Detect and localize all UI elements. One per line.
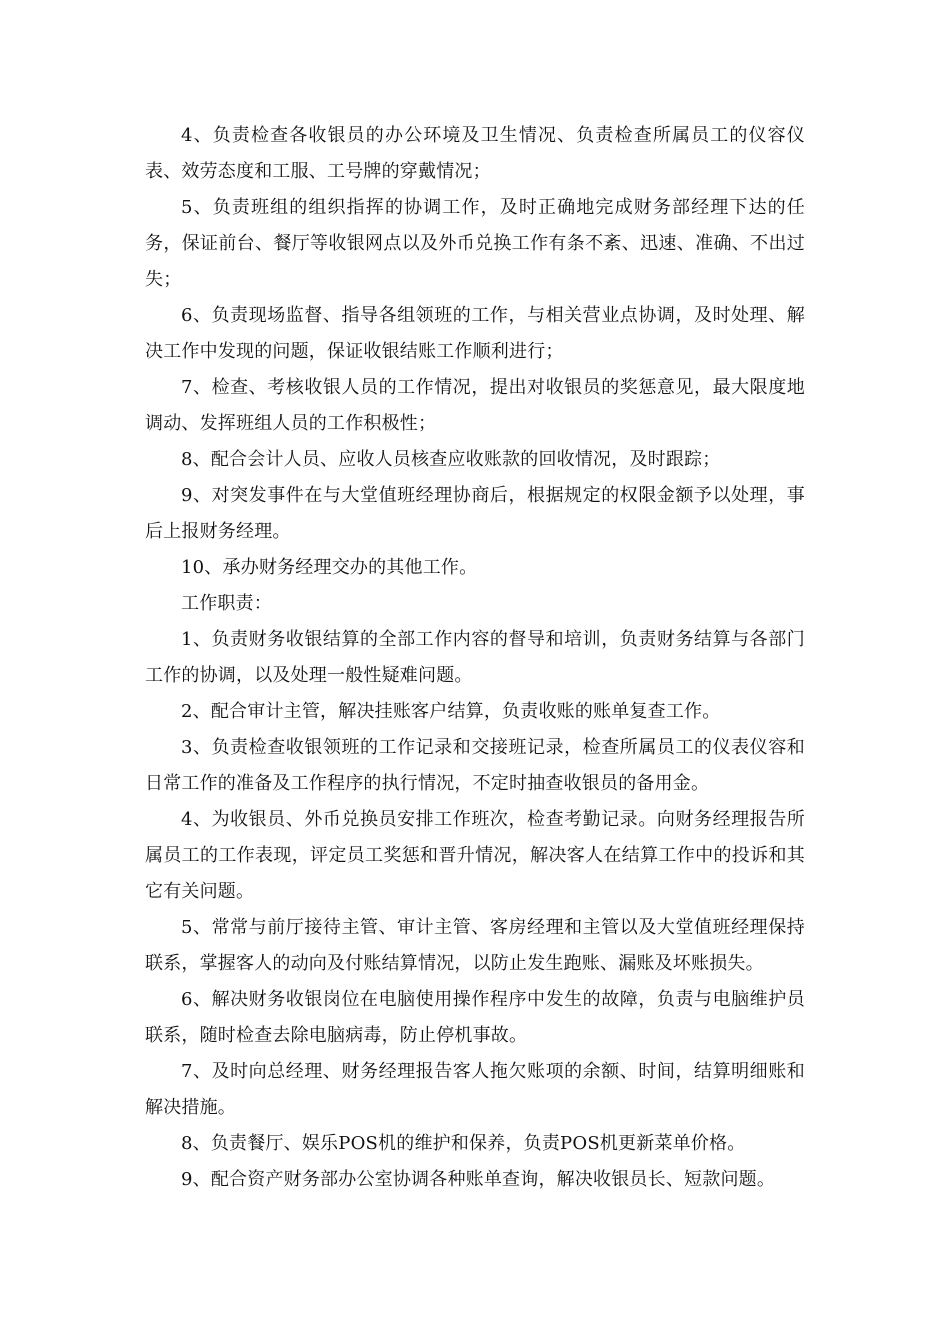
paragraph: 9、对突发事件在与大堂值班经理协商后，根据规定的权限金额予以处理，事后上报财务经理。 bbox=[145, 485, 805, 542]
paragraph: 3、负责检查收银领班的工作记录和交接班记录，检查所属员工的仪表仪容和日常工作的准备及工作程序的执行情况，不定时抽查收银员的备用金。 bbox=[145, 737, 805, 794]
paragraph: 7、检查、考核收银人员的工作情况，提出对收银员的奖惩意见，最大限度地调动、发挥班组人员的工作积极性； bbox=[145, 377, 805, 434]
paragraph: 9、配合资产财务部办公室协调各种账单查询，解决收银员长、短款问题。 bbox=[181, 1169, 776, 1190]
paragraph: 7、及时向总经理、财务经理报告客人拖欠账项的余额、时间，结算明细账和解决措施。 bbox=[145, 1061, 805, 1118]
paragraph: 8、负责餐厅、娱乐POS机的维护和保养，负责POS机更新菜单价格。 bbox=[181, 1133, 746, 1154]
paragraph: 8、配合会计人员、应收人员核查应收账款的回收情况，及时跟踪； bbox=[181, 449, 721, 470]
document-body bbox=[145, 118, 805, 1198]
paragraph: 10、承办财务经理交办的其他工作。 bbox=[181, 557, 478, 578]
paragraph: 1、负责财务收银结算的全部工作内容的督导和培训，负责财务结算与各部门工作的协调，以及处理一般性疑难问题。 bbox=[145, 629, 805, 686]
paragraph: 4、负责检查各收银员的办公环境及卫生情况、负责检查所属员工的仪容仪表、效劳态度和工服、工号牌的穿戴情况； bbox=[145, 125, 805, 182]
paragraph: 5、负责班组的组织指挥的协调工作，及时正确地完成财务部经理下达的任务，保证前台、餐厅等收银网点以及外币兑换工作有条不紊、迅速、准确、不出过失； bbox=[145, 197, 805, 290]
paragraph: 5、常常与前厅接待主管、审计主管、客房经理和主管以及大堂值班经理保持联系，掌握客人的动向及付账结算情况，以防止发生跑账、漏账及坏账损失。 bbox=[145, 917, 805, 974]
section-heading: 工作职责： bbox=[181, 593, 272, 614]
paragraph: 6、负责现场监督、指导各组领班的工作，与相关营业点协调，及时处理、解决工作中发现的问题，保证收银结账工作顺利进行； bbox=[145, 305, 805, 362]
paragraph: 6、解决财务收银岗位在电脑使用操作程序中发生的故障，负责与电脑维护员联系，随时检查去除电脑病毒，防止停机事故。 bbox=[145, 989, 805, 1046]
paragraph: 4、为收银员、外币兑换员安排工作班次，检查考勤记录。向财务经理报告所属员工的工作表现，评定员工奖惩和晋升情况，解决客人在结算工作中的投诉和其它有关问题。 bbox=[145, 809, 805, 902]
paragraph: 2、配合审计主管，解决挂账客户结算，负责收账的账单复查工作。 bbox=[181, 701, 721, 722]
